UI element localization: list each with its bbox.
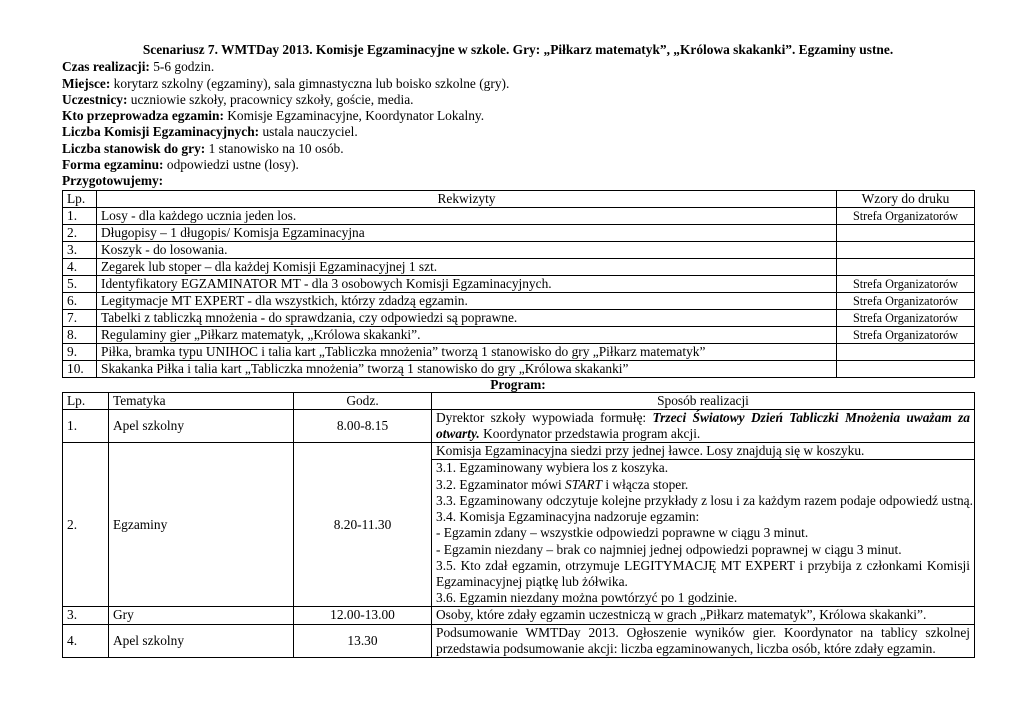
info-commission-count: Liczba Komisji Egzaminacyjnych: ustala nauczyciel. [62,124,358,140]
program-heading: Program: [490,376,546,392]
program-table [62,392,975,658]
info-exam-form: Forma egzaminu: odpowiedzi ustne (losy). [62,157,299,173]
table-row: 8. Regulaminy gier „Piłkarz matematyk, „Królowa skakanki”. Strefa Organizatorów [63,326,975,343]
table-row: 6. Legitymacje MT EXPERT - dla wszystkich, którzy zdadzą egzamin. Strefa Organizatorów [63,292,975,309]
prep-heading: Przygotowujemy: [62,173,164,189]
table-row: 10. Skakanka Piłka i talia kart „Tabliczka mnożenia” tworzą 1 stanowisko do gry „Królowa skakanki” [63,360,975,377]
table-row: 1. Losy - dla każdego ucznia jeden los. Strefa Organizatorów [63,207,975,224]
props-table [62,190,975,378]
table-row: 3. Koszyk - do losowania. [63,241,975,258]
table-header-row [63,190,975,207]
info-examiner: Kto przeprowadza egzamin: Komisje Egzaminacyjne, Koordynator Lokalny. [62,108,485,124]
table-row: 9. Piłka, bramka typu UNIHOC i talia kart „Tabliczka mnożenia” tworzą 1 stanowisko do gry „Piłkarz matematyk” [63,343,975,360]
col-header-topic: Tematyka [109,392,294,409]
col-header-templates: Wzory do druku [837,190,975,207]
exam-steps: 3.1. Egzaminowany wybiera los z koszyka. 3.2. Egzaminator mówi START i włącza stoper. 3.3. Egzaminowany odczytuje kolejne przykłady z losu i za każdym razem podaje odpowiedź ustną. 3.4. Komisja Egzaminacyjna nadzoruje egzamin: - Egzamin zdany – wszystkie odpowiedzi poprawne w ciągu 3 minut. - Egzamin niezdany – brak co najmniej jednej odpowiedzi poprawnej w ciągu 3 minut. 3.5. Kto zdał egzamin, otrzymuje LEGITYMACJĘ MT EXPERT i przybija z członkami Komisji Egzaminacyjnej piątkę lub żółwika. 3.6. Egzamin niezdany można powtórzyć po 1 godzinie. [432,460,975,607]
info-location: Miejsce: korytarz szkolny (egzaminy), sala gimnastyczna lub boisko szkolne (gry). [62,75,510,91]
col-header-props: Rekwizyty [97,190,837,207]
table-row: 2. Egzaminy 8.20-11.30 Komisja Egzaminacyjna siedzi przy jednej ławce. Losy znajdują się w koszyku. [63,443,975,460]
info-duration: Czas realizacji: 5-6 godzin. [62,59,215,75]
table-row: 4. Apel szkolny 13.30 Podsumowanie WMTDay 2013. Ogłoszenie wyników gier. Koordynator na tablicy szkolnej przedstawia podsumowanie akcji: liczba egzaminowanych, liczba osób, które zdały egzamin. [63,624,975,657]
info-participants: Uczestnicy: uczniowie szkoły, pracownicy szkoły, goście, media. [62,91,414,107]
table-row: 4. Zegarek lub stoper – dla każdej Komisji Egzaminacyjnej 1 szt. [63,258,975,275]
col-header-time: Godz. [294,392,432,409]
document-title: Scenariusz 7. WMTDay 2013. Komisje Egzaminacyjne w szkole. Gry: „Piłkarz matematyk”, „Królowa skakanki”. Egzaminy ustne. [142,42,894,57]
col-header-lp: Lp. [63,190,97,207]
table-row: 2. Długopisy – 1 długopis/ Komisja Egzaminacyjna [63,224,975,241]
table-row: 5. Identyfikatory EGZAMINATOR MT - dla 3 osobowych Komisji Egzaminacyjnych. Strefa Organizatorów [63,275,975,292]
table-row: 7. Tabelki z tabliczką mnożenia - do sprawdzania, czy odpowiedzi są poprawne. Strefa Organizatorów [63,309,975,326]
col-header-method: Sposób realizacji [432,392,975,409]
document-page [62,42,974,658]
col-header-lp: Lp. [63,392,109,409]
info-station-count: Liczba stanowisk do gry: 1 stanowisko na 10 osób. [62,140,344,156]
table-row: 1. Apel szkolny 8.00-8.15 Dyrektor szkoły wypowiada formułę: Trzeci Światowy Dzień Tabliczki Mnożenia uważam za otwarty. Koordynator przedstawia program akcji. [63,409,975,442]
exam-intro: Komisja Egzaminacyjna siedzi przy jednej ławce. Losy znajdują się w koszyku. [432,443,975,460]
table-row: 3. Gry 12.00-13.00 Osoby, które zdały egzamin uczestniczą w grach „Piłkarz matematyk”, Królowa skakanki”. [63,607,975,624]
table-header-row [63,392,975,409]
